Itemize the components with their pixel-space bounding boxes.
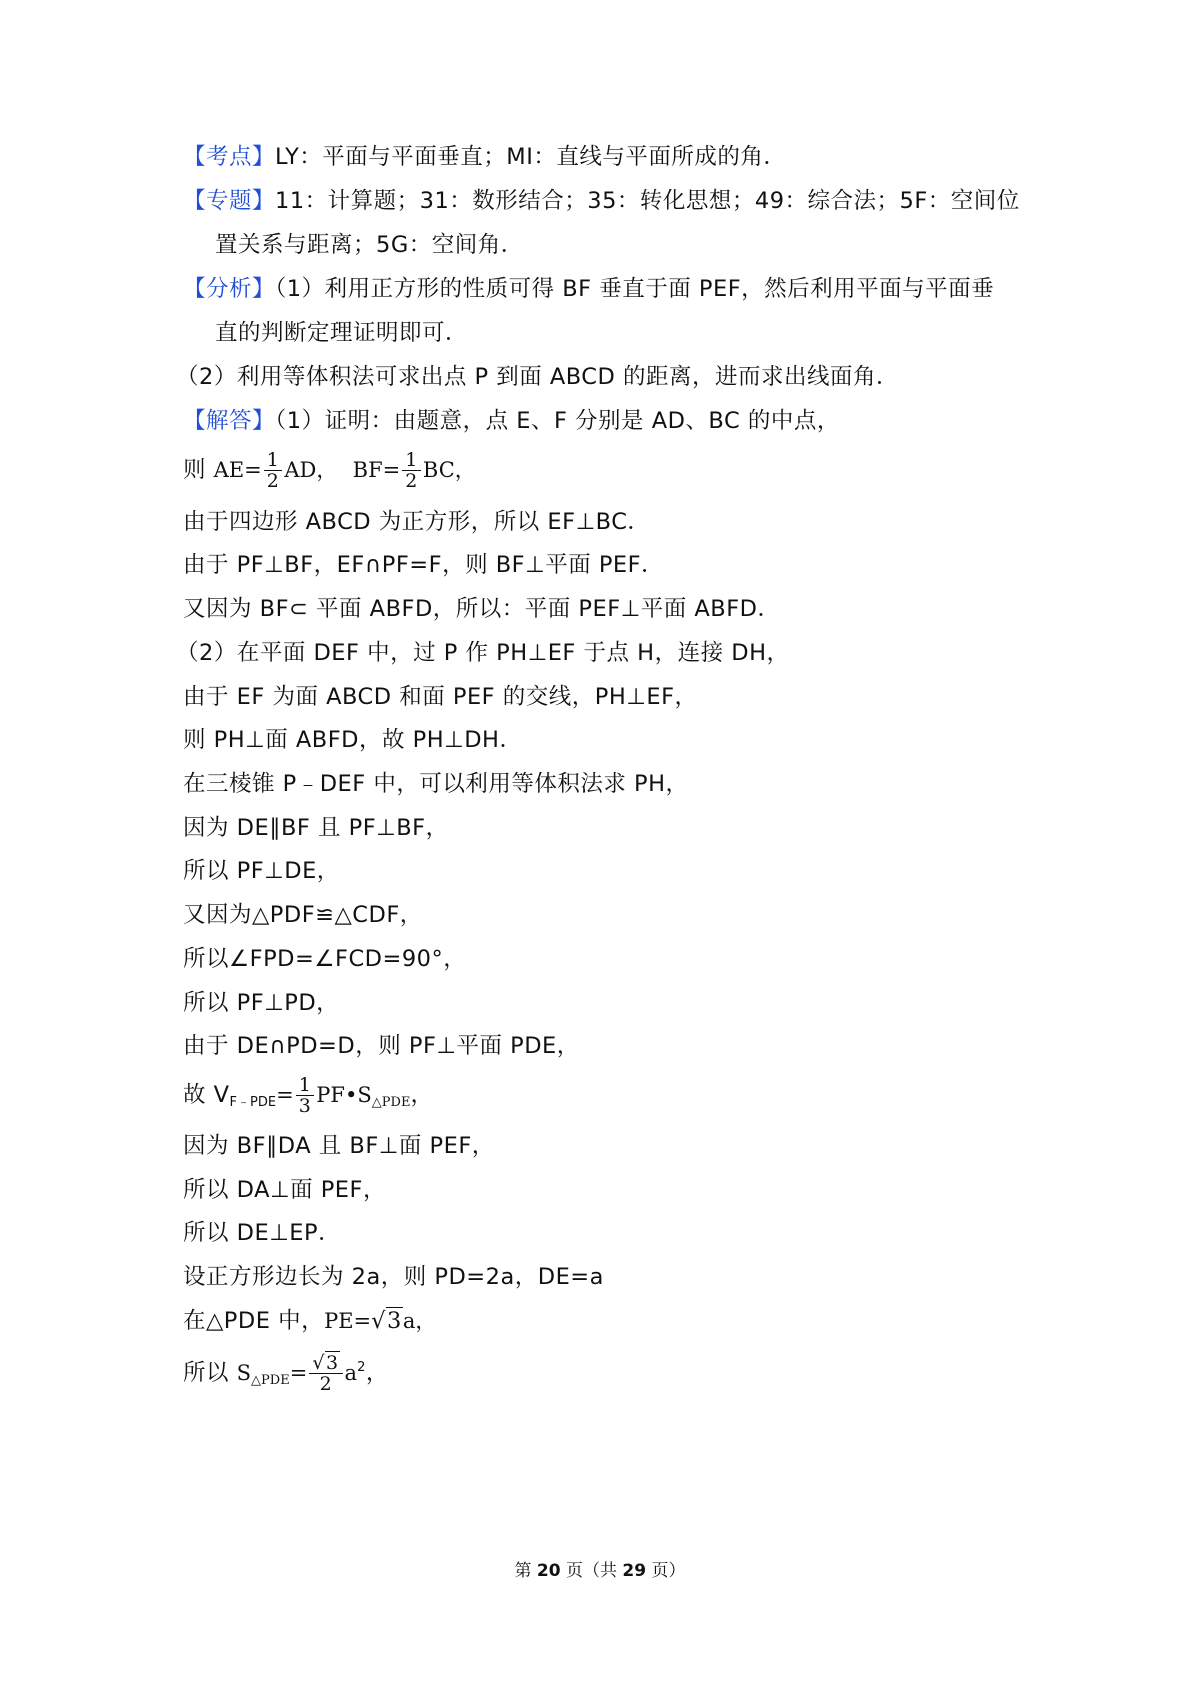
jieda-line-9: 在三棱锥 P﹣DEF 中，可以利用等体积法求 PH，: [183, 771, 689, 797]
fraction-half-2: [402, 450, 421, 491]
fraction-denominator: 2: [319, 1373, 333, 1395]
jieda-line-10: 因为 DE∥BF 且 PF⊥BF，: [183, 815, 449, 841]
radicand: 3: [325, 1352, 339, 1374]
math-s: S: [236, 1361, 252, 1385]
math-ae: AE=: [213, 458, 262, 482]
jieda-line-18: 所以 DA⊥面 PEF，: [183, 1177, 386, 1203]
fraction-denominator: 3: [298, 1095, 312, 1117]
area-subscript: △PDE: [371, 1095, 411, 1110]
volume-subscript: F﹣PDE: [229, 1095, 277, 1110]
jieda-line-11: 所以 PF⊥DE，: [183, 858, 340, 884]
fraction-numerator: [309, 1353, 342, 1374]
math-equals: =: [276, 1083, 294, 1107]
fraction-denominator: 2: [405, 470, 418, 492]
jieda-line-3: 由于四边形 ABCD 为正方形，所以 EF⊥BC．: [183, 509, 651, 535]
jieda-line-5: 又因为 BF⊂ 平面 ABFD，所以：平面 PEF⊥平面 ABFD．: [183, 596, 781, 622]
sqrt-3: √3: [312, 1352, 339, 1374]
text-ze: 则: [183, 457, 214, 483]
jieda-line-17: 因为 BF∥DA 且 BF⊥面 PEF，: [183, 1133, 495, 1159]
text-suoyi: 所以: [183, 1360, 237, 1386]
footer-post: 页）: [646, 1561, 686, 1581]
jieda-line-4: 由于 PF⊥BF，EF∩PF=F，则 BF⊥平面 PEF．: [183, 552, 665, 578]
footer-pre: 第: [514, 1561, 537, 1581]
math-ad: AD，: [284, 458, 338, 482]
total-page-number: 29: [622, 1561, 647, 1581]
jieda-line-12: 又因为△PDF≌△CDF，: [183, 902, 423, 928]
kaodian-line: [183, 142, 786, 172]
jieda-text-1: （1）证明：由题意，点 E、F 分别是 AD、BC 的中点，: [275, 408, 840, 434]
jieda-line-8: 则 PH⊥面 ABFD，故 PH⊥DH．: [183, 727, 523, 753]
kaodian-text: LY：平面与平面垂直；MI：直线与平面所成的角．: [275, 144, 787, 170]
math-pf-s: PF•S: [316, 1083, 372, 1107]
fraction-denominator: 2: [266, 470, 280, 492]
sqrt-3: √3: [371, 1308, 402, 1334]
kaodian-tag: 【考点】: [183, 144, 276, 170]
zhuanti-line-2: 置关系与距离；5G：空间角．: [215, 232, 524, 258]
jieda-line-20: 设正方形边长为 2a，则 PD=2a，DE=a: [183, 1264, 604, 1290]
fenxi-text-1: （1）利用正方形的性质可得 BF 垂直于面 PEF，然后利用平面与平面垂: [275, 276, 995, 302]
page-footer: [0, 1556, 1200, 1581]
exponent: 2: [357, 1360, 366, 1375]
jieda-line-13: 所以∠FPD=∠FCD=90°，: [183, 946, 467, 972]
area-subscript: △PDE: [251, 1373, 290, 1388]
text-comma: ，: [365, 1360, 389, 1386]
jieda-line-6: （2）在平面 DEF 中，过 P 作 PH⊥EF 于点 H，连接 DH，: [176, 640, 790, 666]
jieda-line-22: [183, 1342, 389, 1407]
fraction-numerator: 1: [264, 450, 283, 471]
fraction-half-1: [264, 450, 283, 491]
fraction-sqrt3-over-2: [309, 1353, 342, 1394]
text-gu-v: 故 V: [183, 1082, 230, 1108]
jieda-line-14: 所以 PF⊥PD，: [183, 990, 340, 1016]
fenxi-line-1: [183, 274, 994, 304]
current-page-number: 20: [536, 1561, 561, 1581]
text-in-triangle: 在△PDE 中，: [183, 1308, 325, 1334]
math-pe: PE=: [324, 1309, 372, 1333]
math-a: a，: [402, 1309, 437, 1333]
math-a: a: [344, 1361, 358, 1385]
fraction-third: [296, 1075, 315, 1116]
jieda-line-21: [183, 1306, 436, 1336]
footer-mid: 页（共: [560, 1561, 623, 1581]
jieda-tag: 【解答】: [183, 408, 276, 434]
jieda-line-15: 由于 DE∩PD=D，则 PF⊥平面 PDE，: [183, 1033, 580, 1059]
fenxi-line-2: 直的判断定理证明即可．: [215, 320, 469, 346]
text-comma: ，: [410, 1082, 434, 1108]
math-bc: BC，: [422, 458, 476, 482]
radicand: 3: [386, 1308, 402, 1334]
jieda-line-19: 所以 DE⊥EP．: [183, 1220, 342, 1246]
math-equals: =: [289, 1361, 308, 1385]
zhuanti-tag: 【专题】: [183, 188, 276, 214]
jieda-line-1: [183, 406, 840, 436]
fenxi-tag: 【分析】: [183, 276, 276, 302]
jieda-line-16: [183, 1072, 433, 1126]
fraction-numerator: 1: [402, 450, 421, 471]
math-bf: BF=: [352, 458, 401, 482]
jieda-line-2: [183, 447, 476, 493]
fenxi-line-3: （2）利用等体积法可求出点 P 到面 ABCD 的距离，进而求出线面角．: [176, 364, 899, 390]
jieda-line-7: 由于 EF 为面 ABCD 和面 PEF 的交线，PH⊥EF，: [183, 684, 698, 710]
fraction-numerator: 1: [296, 1075, 315, 1096]
zhuanti-line-1: [183, 186, 1020, 216]
zhuanti-text-1: 11：计算题；31：数形结合；35：转化思想；49：综合法；5F：空间位: [275, 188, 1020, 214]
